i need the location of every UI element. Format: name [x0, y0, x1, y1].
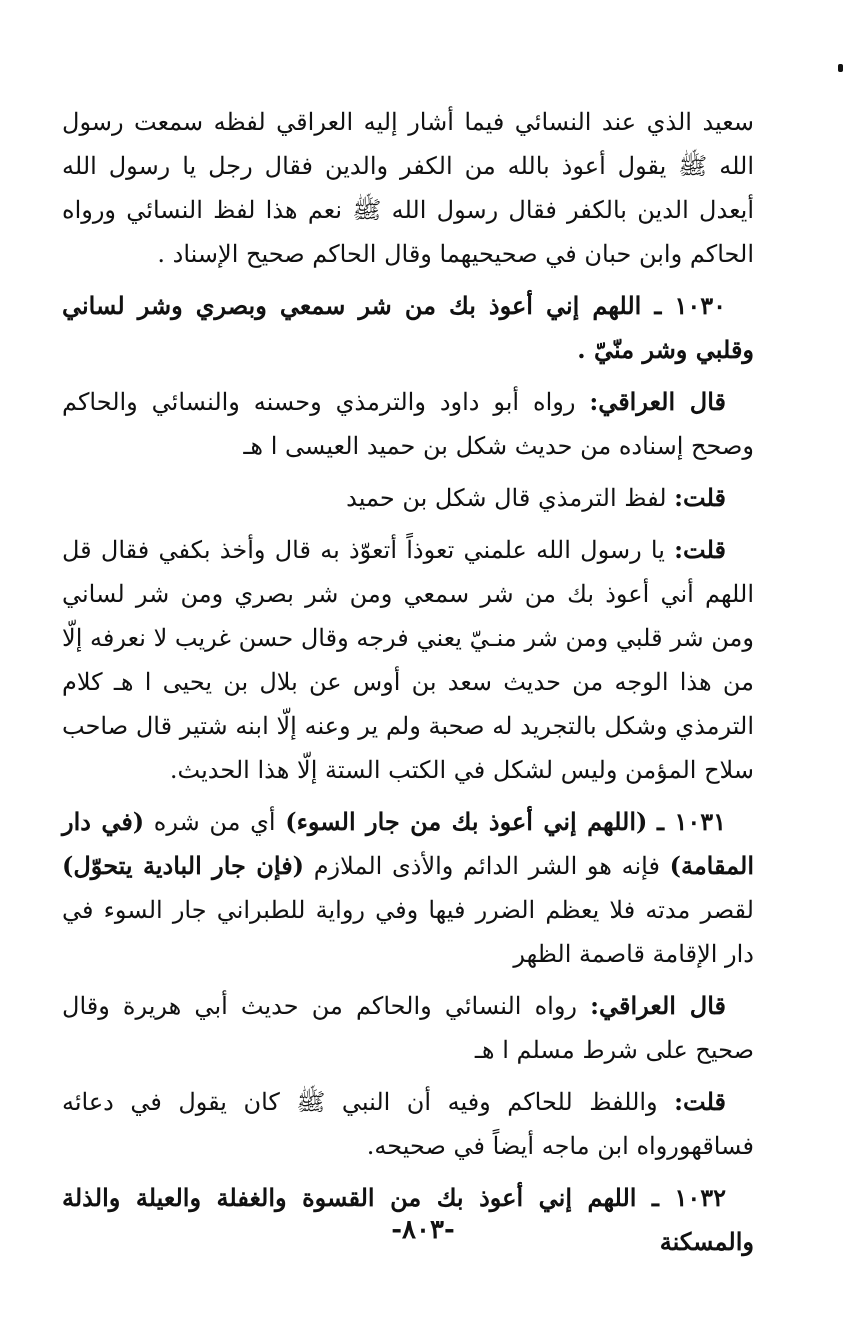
page-body: [62, 100, 754, 1272]
commentary-text: رواه النسائي والحاكم من حديث أبي هريرة وقال صحيح على شرط مسلم ا هـ: [62, 992, 754, 1064]
hadith-number: ١٠٣٢ ـ: [651, 1183, 726, 1212]
commentary-iraqi-1031: [62, 984, 754, 1072]
commentary-iraqi-1030: [62, 380, 754, 468]
commentary-label: قلت:: [674, 535, 726, 564]
commentary-label: قال العراقي:: [590, 991, 726, 1020]
hadith-part: (فإن جار البادية يتحوّل): [62, 851, 305, 880]
page-number: -٨٠٣-: [391, 1215, 455, 1245]
commentary-text: واللفظ للحاكم وفيه أن النبي ﷺ كان يقول في دعائه فساقهورواه ابن ماجه أيضاً في صحيحه.: [62, 1088, 754, 1160]
commentary-qult-1: [62, 476, 754, 520]
hadith-part: أي من شره: [144, 808, 286, 836]
margin-dot: [838, 64, 843, 72]
commentary-text: لفظ الترمذي قال شكل بن حميد: [346, 484, 667, 512]
hadith-part: لقصر مدته فلا يعظم الضرر فيها وفي رواية للطبراني جار السوء في دار الإقامة قاصمة الظهر: [62, 896, 754, 968]
hadith-text: اللهم إني أعوذ بك من شر سمعي وبصري وشر لساني وقلبي وشر منّيّ .: [62, 291, 754, 364]
hadith-1030: [62, 284, 754, 372]
commentary-label: قال العراقي:: [589, 387, 726, 416]
commentary-label: قلت:: [674, 483, 726, 512]
hadith-number: ١٠٣١ ـ: [657, 807, 727, 836]
hadith-text: اللهم إني أعوذ بك من القسوة والغفلة والعيلة والذلة والمسكنة: [62, 1183, 754, 1256]
hadith-part: (اللهم إني أعوذ بك من جار السوء): [285, 807, 648, 836]
commentary-text: رواه أبو داود والترمذي وحسنه والنسائي والحاكم وصحح إسناده من حديث شكل بن حميد العيسى ا هـ: [62, 388, 754, 460]
hadith-number: ١٠٣٠ ـ: [654, 291, 726, 320]
commentary-qult-3: [62, 1080, 754, 1168]
paragraph-continuation: [62, 100, 754, 276]
hadith-1031: [62, 800, 754, 976]
commentary-text: يا رسول الله علمني تعوذاً أتعوّذ به قال وأخذ بكفي فقال قل اللهم أني أعوذ بك من شر سمعي ومن شر بصري ومن شر لساني ومن شر قلبي ومن شر منـيّ يعني فرجه وقال حسن غريب لا نعرفه إلّا من هذا الوجه من حديث سعد بن أوس عن بلال بن يحيى ا هـ كلام الترمذي وشكل بالتجريد له صحبة ولم ير وعنه إلّا ابنه شتير قال صاحب سلاح المؤمن وليس لشكل في الكتب الستة إلّا هذا الحديث.: [62, 536, 754, 784]
paragraph-text: سعيد الذي عند النسائي فيما أشار إليه العراقي لفظه سمعت رسول الله ﷺ يقول أعوذ بالله من الكفر والدين فقال رجل يا رسول الله أيعدل الدين بالكفر فقال رسول الله ﷺ نعم هذا لفظ النسائي ورواه الحاكم وابن حبان في صحيحيهما وقال الحاكم صحيح الإسناد .: [62, 108, 754, 268]
hadith-part: فإنه هو الشر الدائم والأذى الملازم: [304, 852, 670, 880]
commentary-label: قلت:: [674, 1087, 726, 1116]
commentary-qult-2: [62, 528, 754, 792]
hadith-part: (في دار المقامة): [62, 807, 754, 880]
